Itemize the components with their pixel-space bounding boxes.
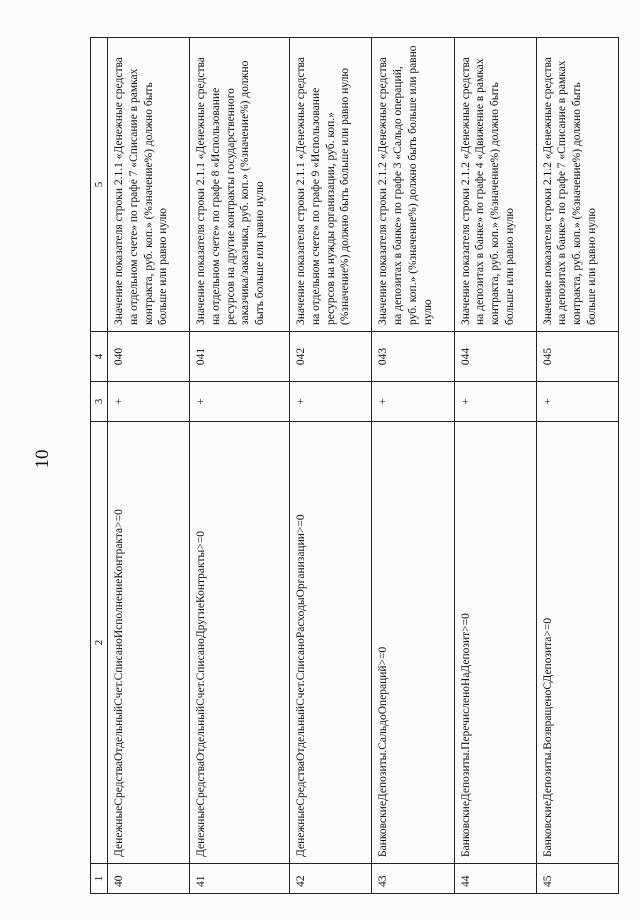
rule-mark: +: [290, 382, 372, 422]
rule-expression: БанковскиеДепозиты.ПеречисленоНаДепозит>=0: [454, 422, 536, 864]
header-col-3: 3: [91, 382, 108, 422]
rules-table-container: [90, 38, 619, 894]
header-col-4: 4: [91, 332, 108, 382]
rule-mark: +: [372, 382, 454, 422]
rule-description: Значение показателя строки 2.1.2 «Денежные средства на депозитах в банке» по графе 7 «Списание в рамках контракта, руб. коп.» (%значение%) должно быть больше или равно нулю: [536, 38, 618, 332]
rule-description: Значение показателя строки 2.1.2 «Денежные средства на депозитах в банке» по графе 3 «Сальдо операций, руб. коп.» (%значение%) должно быть больше или равно нулю: [372, 38, 454, 332]
rule-mark: +: [536, 382, 618, 422]
rule-description: Значение показателя строки 2.1.1 «Денежные средства на отдельном счете» по графе 9 «Использование ресурсов на нужды организации, руб. коп.» (%значение%) должно быть больше или равно нулю: [290, 38, 372, 332]
header-row: [91, 38, 108, 894]
row-number: 45: [536, 864, 618, 894]
rule-expression: ДенежныеСредстваОтдельныйСчет.СписаноДругиеКонтракты>=0: [190, 422, 290, 864]
rotated-table-frame: [90, 38, 619, 894]
row-number: 43: [372, 864, 454, 894]
page-number: 10: [32, 449, 53, 469]
header-col-1: 1: [91, 864, 108, 894]
rule-expression: БанковскиеДепозиты.СальдоОпераций>=0: [372, 422, 454, 864]
table-row: [372, 38, 454, 894]
rule-description: Значение показателя строки 2.1.1 «Денежные средства на отдельном счете» по графе 7 «Списание в рамках контракта, руб. коп.» (%значение%) должно быть больше или равно нулю: [108, 38, 190, 332]
rule-mark: +: [108, 382, 190, 422]
table-row: [108, 38, 190, 894]
table-row: [190, 38, 290, 894]
rule-description: Значение показателя строки 2.1.2 «Денежные средства на депозитах в банке» по графе 4 «Движение в рамках контракта, руб. коп.» (%значение%) должно быть больше или равно нулю: [454, 38, 536, 332]
row-number: 40: [108, 864, 190, 894]
rule-expression: БанковскиеДепозиты.ВозвращеноСДепозита>=0: [536, 422, 618, 864]
table-row: [454, 38, 536, 894]
validation-rules-table: [90, 37, 619, 894]
rule-code: 042: [290, 332, 372, 382]
rule-code: 045: [536, 332, 618, 382]
header-col-2: 2: [91, 422, 108, 864]
rule-description: Значение показателя строки 2.1.1 «Денежные средства на отдельном счете» по графе 8 «Использование ресурсов на другие контракты государственного заказчика/заказчика, руб. коп.» (%значение%) должно быть больше или равно нулю: [190, 38, 290, 332]
rule-mark: +: [190, 382, 290, 422]
rule-code: 043: [372, 332, 454, 382]
rule-code: 041: [190, 332, 290, 382]
rule-code: 044: [454, 332, 536, 382]
rule-expression: ДенежныеСредстваОтдельныйСчет.СписаноРасходыОрганизации>=0: [290, 422, 372, 864]
rule-expression: ДенежныеСредстваОтдельныйСчет.СписаноИсполнениеКонтракта>=0: [108, 422, 190, 864]
rule-code: 040: [108, 332, 190, 382]
table-row: [536, 38, 618, 894]
row-number: 41: [190, 864, 290, 894]
row-number: 44: [454, 864, 536, 894]
rule-mark: +: [454, 382, 536, 422]
table-row: [290, 38, 372, 894]
row-number: 42: [290, 864, 372, 894]
header-col-5: 5: [91, 38, 108, 332]
